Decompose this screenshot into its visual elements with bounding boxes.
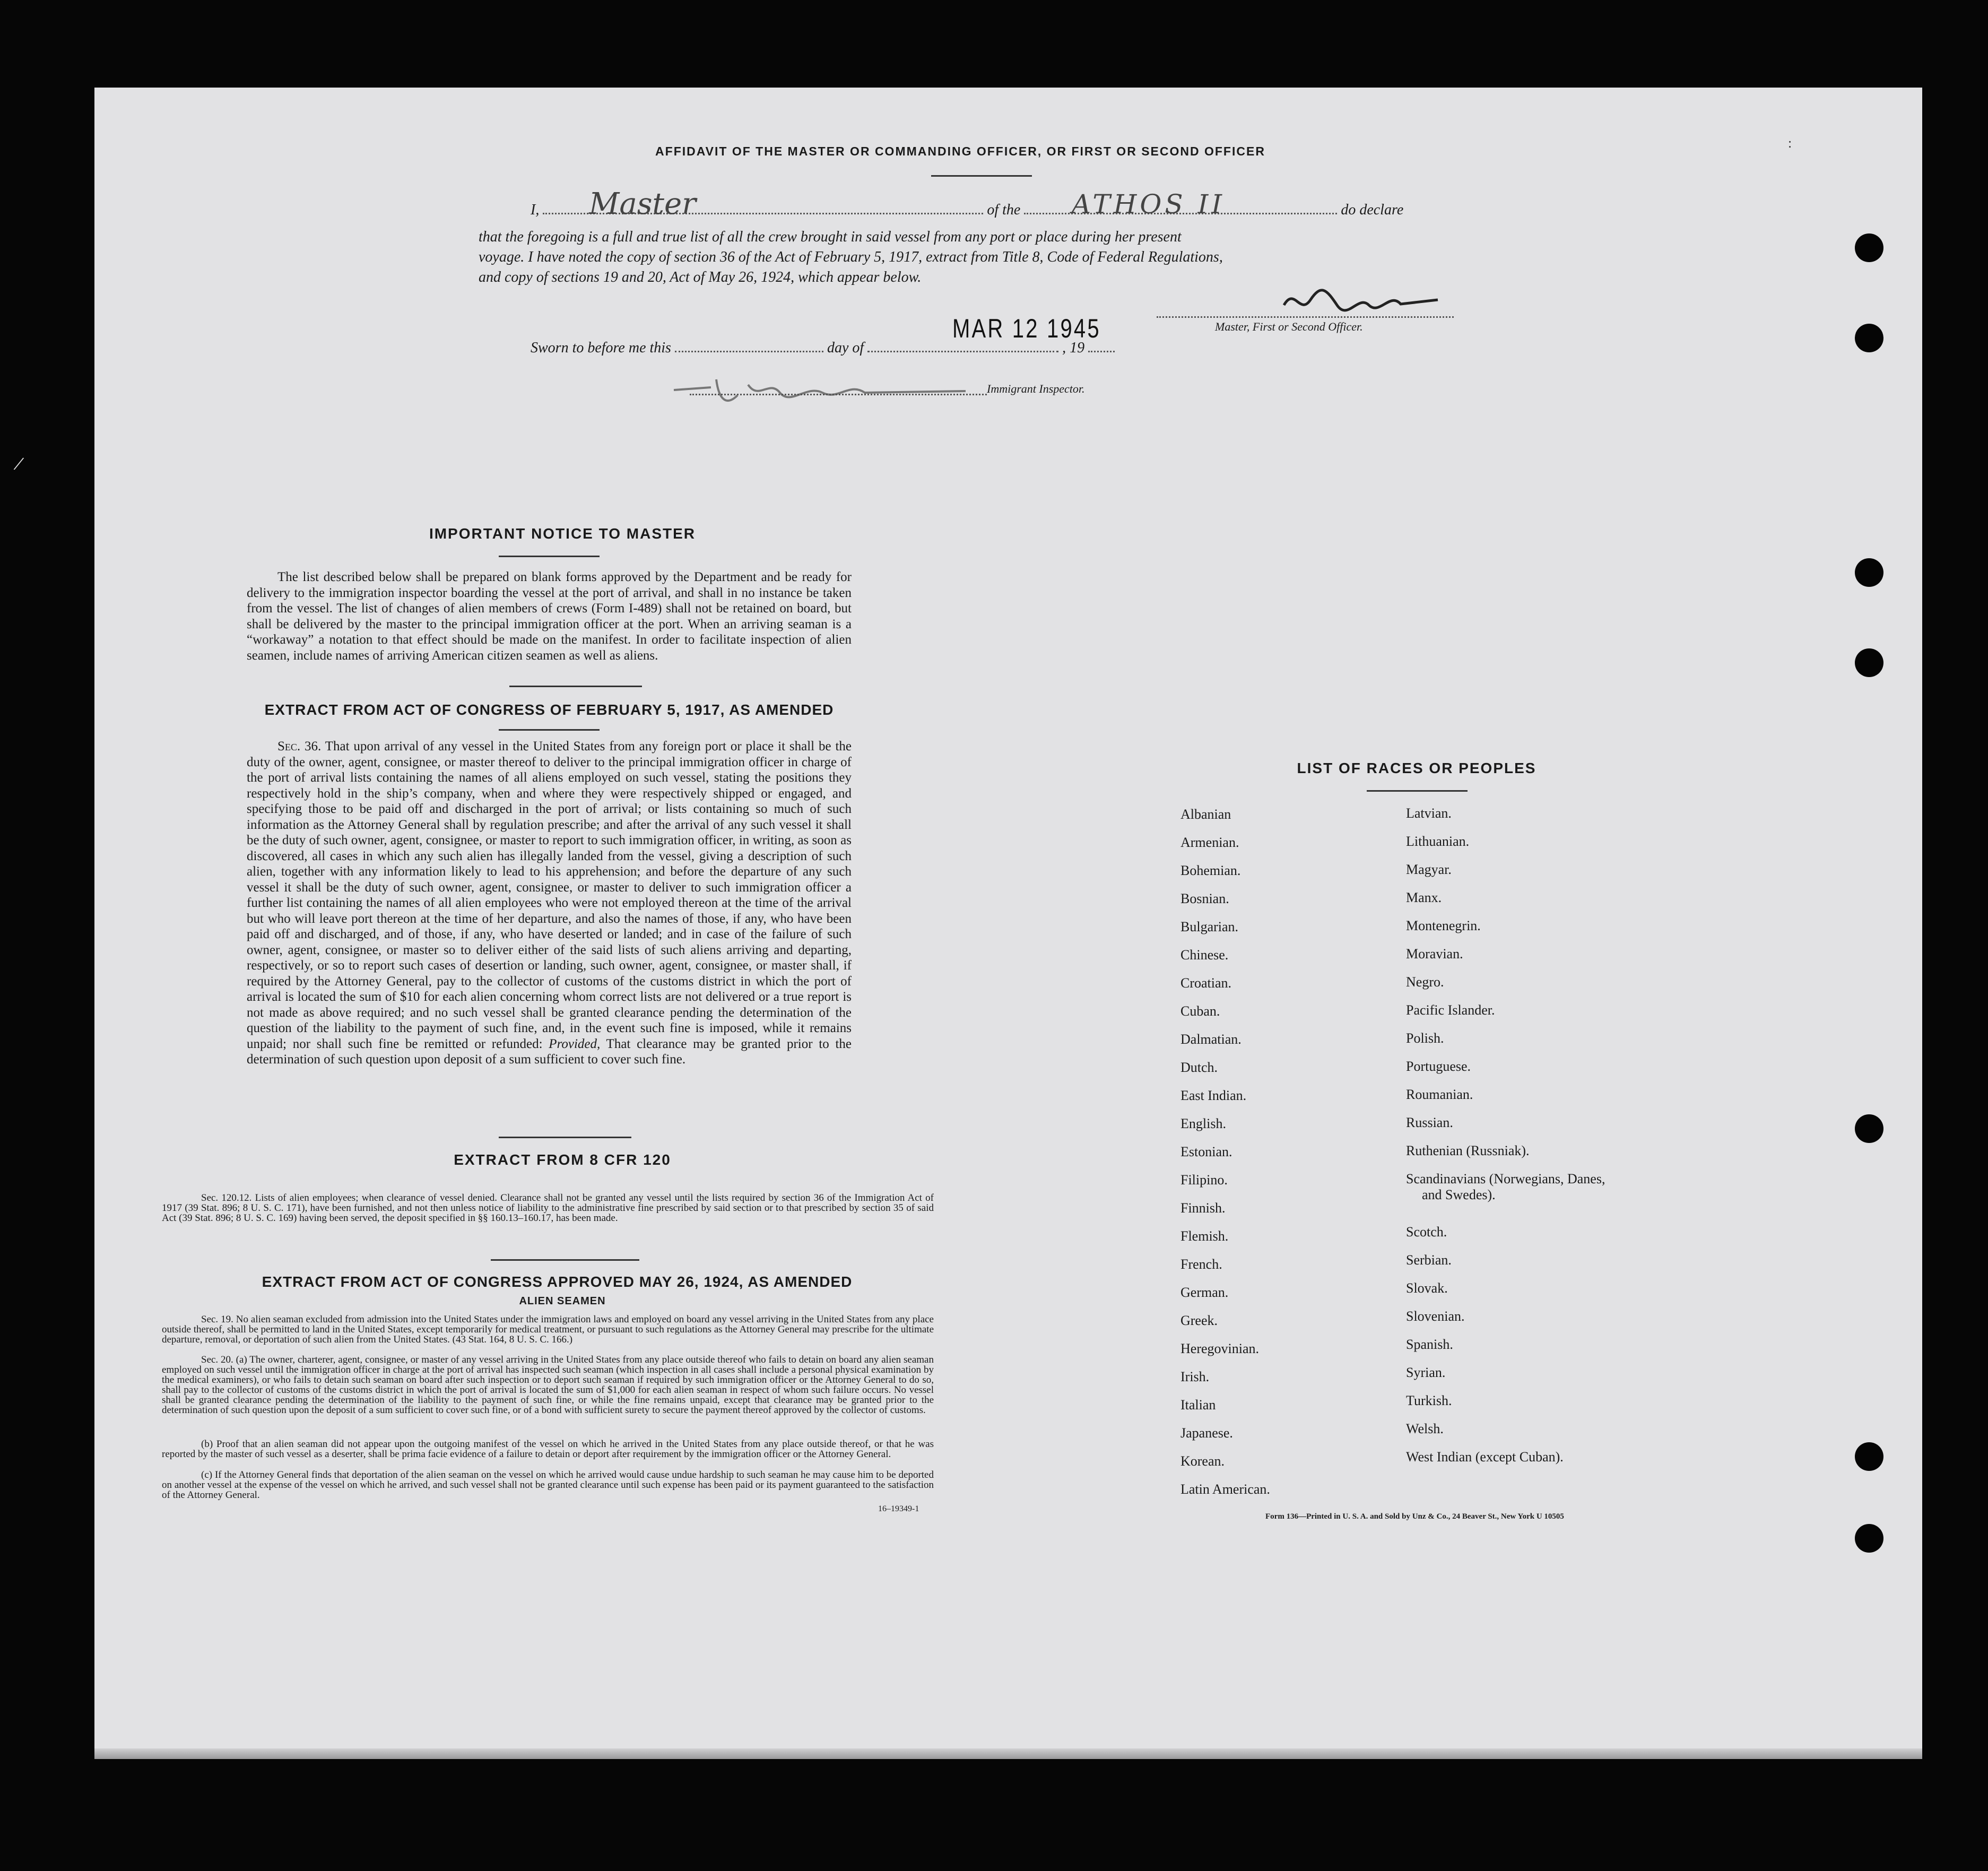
- day-of-label: day of: [827, 340, 864, 356]
- race-item: Flemish.: [1180, 1228, 1229, 1244]
- sworn-year-line: [1088, 351, 1115, 352]
- race-item: Russian.: [1406, 1115, 1453, 1130]
- provided-text: That clearance may be granted prior to the determination of such question upon deposit of a sum sufficient to cover such fine.: [247, 1036, 852, 1067]
- sworn-month-line: [867, 351, 1058, 352]
- do-declare-label: do declare: [1341, 202, 1404, 218]
- notice-text: The list described below shall be prepared on blank forms approved by the Department and be ready for delivery to the immigration inspector boarding the vessel at the port of arrival, and shall in no instance be taken from the vessel. The list of changes of alien members of crews (Form I-489) shall not be retained on board, but shall be delivered by the master to the principal immigration officer at the port. When an arriving seaman is a “workaway” a notation to that effect should be made on the manifest. In order to facilitate inspection of alien seamen, include names of arriving American citizen seamen as well as aliens.: [247, 570, 852, 663]
- master-handwritten: Master: [589, 187, 696, 221]
- race-item: Dalmatian.: [1180, 1032, 1242, 1047]
- binder-hole: [1855, 1524, 1883, 1553]
- race-item: Finnish.: [1180, 1200, 1226, 1216]
- race-item: Portuguese.: [1406, 1059, 1471, 1074]
- race-item: Dutch.: [1180, 1060, 1218, 1075]
- divider: [509, 686, 642, 687]
- race-item: Serbian.: [1406, 1252, 1452, 1268]
- year-prefix: , 19: [1062, 340, 1085, 356]
- race-item: Roumanian.: [1406, 1087, 1473, 1102]
- binder-hole: [1855, 233, 1883, 262]
- notice-title: IMPORTANT NOTICE TO MASTER: [429, 525, 696, 542]
- extract-1924-title: EXTRACT FROM ACT OF CONGRESS APPROVED MAY 26, 1924, AS AMENDED: [262, 1274, 853, 1290]
- divider: [491, 1259, 639, 1261]
- races-left-column: [1180, 807, 1270, 1510]
- divider: [931, 175, 1032, 177]
- race-item: Greek.: [1180, 1313, 1218, 1328]
- sworn-day-line: [675, 351, 823, 352]
- section-20c-text: (c) If the Attorney General finds that deportation of the alien seaman on the vessel on which he arrived would cause undue hardship to such seaman he may cause him to be deported on another vessel at the expense of the vessel on which he arrived, and such vessel shall not be granted clearance until such expense has been paid or its payment guaranteed to the satisfaction of the Attorney General.: [162, 1469, 934, 1501]
- race-item: Irish.: [1180, 1369, 1210, 1384]
- race-item: Croatian.: [1180, 975, 1232, 991]
- form-printer-line: Form 136—Printed in U. S. A. and Sold by Unz & Co., 24 Beaver St., New York U 10505: [1265, 1512, 1564, 1521]
- race-item: Chinese.: [1180, 947, 1229, 963]
- cfr-text: Sec. 120.12. Lists of alien employees; when clearance of vessel denied. Clearance shall not be granted any vessel until the lists required by section 36 of the Immigration Act of 1917 (39 Stat. 896; 8 U. S. C. 171), have been furnished, and not then unless notice of liability to the administrative fine prescribed by said section or to that prescribed by section 35 of said Act (39 Stat. 896; 8 U. S. C. 169) having been served, the deposit specified in §§ 160.13–160.17, has been made.: [162, 1192, 934, 1224]
- race-item: Negro.: [1406, 974, 1444, 990]
- race-item: English.: [1180, 1116, 1226, 1131]
- divider: [499, 1137, 631, 1138]
- edge-mark: /: [12, 451, 26, 476]
- alien-seamen-subtitle: ALIEN SEAMEN: [519, 1295, 606, 1307]
- race-item: Latvian.: [1406, 805, 1452, 821]
- section-19-text: Sec. 19. No alien seaman excluded from admission into the United States under the immigration laws and employed on board any vessel arriving in the United States from any place outside thereof, shall be permitted to land in the United States, except temporarily for medical treatment, or pursuant to such regulations as the Attorney General may prescribe for the ultimate departure, removal, or deportation of such alien from the United States. (43 Stat. 164, 8 U. S. C. 166.): [162, 1314, 934, 1345]
- race-item: Spanish.: [1406, 1337, 1453, 1352]
- race-item: Slovenian.: [1406, 1309, 1465, 1324]
- race-item: Montenegrin.: [1406, 918, 1481, 933]
- provided-label: Provided,: [549, 1036, 601, 1051]
- section-20b-text: (b) Proof that an alien seaman did not appear upon the outgoing manifest of the vessel on which he arrived in the United States from any place outside thereof, or that he was reported by the master of such vessel as a deserter, shall be prima facie evidence of a failure to detain or deport after requirement by the immigration officer or the Attorney General.: [162, 1439, 934, 1460]
- declaration-line-1: that the foregoing is a full and true list of all the crew brought in said vessel from any port or place during her present: [479, 229, 1182, 245]
- master-signature: [1279, 284, 1448, 321]
- declaration-line-3: and copy of sections 19 and 20, Act of May 26, 1924, which appear below.: [479, 269, 922, 285]
- inspector-caption: Immigrant Inspector.: [987, 382, 1085, 395]
- race-item: Magyar.: [1406, 862, 1452, 877]
- declaration-text: [479, 227, 1487, 288]
- form-code: 16–19349-1: [878, 1504, 919, 1513]
- race-item: Ruthenian (Russniak).: [1406, 1143, 1530, 1158]
- i-label: I,: [531, 202, 540, 218]
- race-item: Pacific Islander.: [1406, 1002, 1495, 1018]
- declaration-line-2: voyage. I have noted the copy of section 36 of the Act of February 5, 1917, extract from Title 8, Code of Federal Regulations,: [479, 249, 1223, 265]
- race-item: Welsh.: [1406, 1421, 1444, 1436]
- binder-hole: [1855, 648, 1883, 677]
- master-caption: Master, First or Second Officer.: [1215, 320, 1363, 333]
- binder-hole: [1855, 1114, 1883, 1143]
- races-title: LIST OF RACES OR PEOPLES: [1297, 760, 1536, 776]
- extract-1917-title: EXTRACT FROM ACT OF CONGRESS OF FEBRUARY 5, 1917, AS AMENDED: [264, 701, 834, 718]
- affidavit-title: AFFIDAVIT OF THE MASTER OR COMMANDING OFFICER, OR FIRST OR SECOND OFFICER: [655, 144, 1265, 158]
- page-edge: [94, 1748, 1922, 1759]
- race-item: Filipino.: [1180, 1172, 1228, 1188]
- binder-hole: [1855, 324, 1883, 352]
- race-item: Estonian.: [1180, 1144, 1232, 1159]
- sec-36-label: Sec. 36.: [277, 739, 322, 753]
- race-item: Latin American.: [1180, 1482, 1270, 1497]
- race-item: Bohemian.: [1180, 863, 1241, 878]
- page-mark: :: [1788, 135, 1792, 151]
- binder-hole: [1855, 558, 1883, 587]
- race-item: Bosnian.: [1180, 891, 1229, 906]
- divider: [499, 729, 600, 731]
- race-item: French.: [1180, 1257, 1222, 1272]
- divider: [1367, 790, 1468, 792]
- vessel-handwritten: ATHOS II: [1072, 189, 1225, 220]
- inspector-signature: [669, 369, 987, 411]
- race-item: Italian: [1180, 1397, 1216, 1413]
- race-item: Armenian.: [1180, 835, 1239, 850]
- race-item: Polish.: [1406, 1030, 1444, 1046]
- date-stamp: MAR 12 1945: [952, 314, 1101, 343]
- race-item: East Indian.: [1180, 1088, 1247, 1103]
- race-item: German.: [1180, 1285, 1229, 1300]
- race-item: Korean.: [1180, 1453, 1225, 1469]
- inspector-signature-line: [690, 394, 987, 395]
- race-item: Lithuanian.: [1406, 834, 1470, 849]
- section-36-text: [247, 739, 852, 1068]
- race-item: Moravian.: [1406, 946, 1463, 962]
- race-item: West Indian (except Cuban).: [1406, 1449, 1564, 1465]
- sec-36-body: That upon arrival of any vessel in the United States from any foreign port or place it shall be the duty of the owner, agent, consignee, or master thereof to deliver to the principal immigration officer in charge of the port of arrival lists containing the names of all aliens employed on such vessel, stating the positions they respectively hold in the ship’s company, when and where they were respectively shipped or engaged, and specifying those to be paid off and discharged in the port of arrival; or lists containing so much of such information as the Attorney General shall by regulation prescribe; and after the arrival of any such vessel it shall be the duty of such owner, agent, consignee, or master to report to such immigration officer, in writing, as soon as discovered, all cases in which any such alien has illegally landed from the vessel, giving a description of such alien, together with any information likely to lead to his apprehension; and before the departure of any such vessel it shall be the duty of such owner, agent, consignee, or master to deliver to such immigration officer a further list containing the names of all alien employees who were not employed thereon at the time of the arrival but who will leave port thereon at the time of her departure, and also the names of those, if any, who have been paid off and discharged, and of those, if any, who have deserted or landed; and in case of the failure of such owner, agent, consignee, or master so to deliver either of the said lists of such aliens arriving and departing, respectively, or so to report such cases of desertion or landing, such owner, agent, consignee, or master shall, if required by the Attorney General, pay to the collector of customs of the customs district in which the port of arrival is located the sum of $10 for each alien concerning whom correct lists are not delivered or a true report is not made as above required; and no such vessel shall be granted clearance pending the determination of the question of the liability to the payment of such fine, and, in the event such fine is imposed, while it remains unpaid; nor shall such fine be remitted or refunded:: [247, 739, 852, 1051]
- race-item: Bulgarian.: [1180, 919, 1239, 934]
- race-item: Scotch.: [1406, 1224, 1447, 1240]
- binder-hole: [1855, 1442, 1883, 1471]
- race-item: Slovak.: [1406, 1280, 1448, 1296]
- sworn-prefix: Sworn to before me this: [531, 340, 671, 356]
- race-item: Albanian: [1180, 807, 1231, 822]
- divider: [499, 556, 600, 557]
- race-item: Turkish.: [1406, 1393, 1452, 1408]
- of-the-label: of the: [987, 202, 1021, 218]
- section-20a-text: Sec. 20. (a) The owner, charterer, agent, consignee, or master of any vessel arriving in the United States from any place outside thereof who fails to detain on board any alien seaman employed on such vessel until the immigration officer in charge at the port of arrival has inspected such seaman (which inspection in all cases shall include a personal physical examination by the medical examiners), or who fails to detain such seaman on board after such inspection or to deport such seaman if required by such immigration officer or the Attorney General to do so, shall pay to the collector of customs of the customs district in which the port of arrival is located the sum of $1,000 for each alien seaman in respect of whom such failure occurs. No vessel shall be granted clearance pending the determination of the liability to the payment of such fine, or while the fine remains unpaid, except that clearance may be granted prior to the determination of such question upon the deposit of a sum sufficient to cover such fine, or of a bond with sufficient surety to secure the payment thereof approved by the collector of customs.: [162, 1354, 934, 1416]
- race-item: Japanese.: [1180, 1425, 1233, 1441]
- race-item: Heregovinian.: [1180, 1341, 1260, 1356]
- race-item: Scandinavians (Norwegians, Danes, and Swedes).: [1406, 1171, 1605, 1202]
- extract-cfr-title: EXTRACT FROM 8 CFR 120: [454, 1151, 671, 1168]
- race-item: Cuban.: [1180, 1003, 1220, 1019]
- races-right-column: [1406, 805, 1618, 1477]
- race-item: Manx.: [1406, 890, 1442, 905]
- race-item: Syrian.: [1406, 1365, 1446, 1380]
